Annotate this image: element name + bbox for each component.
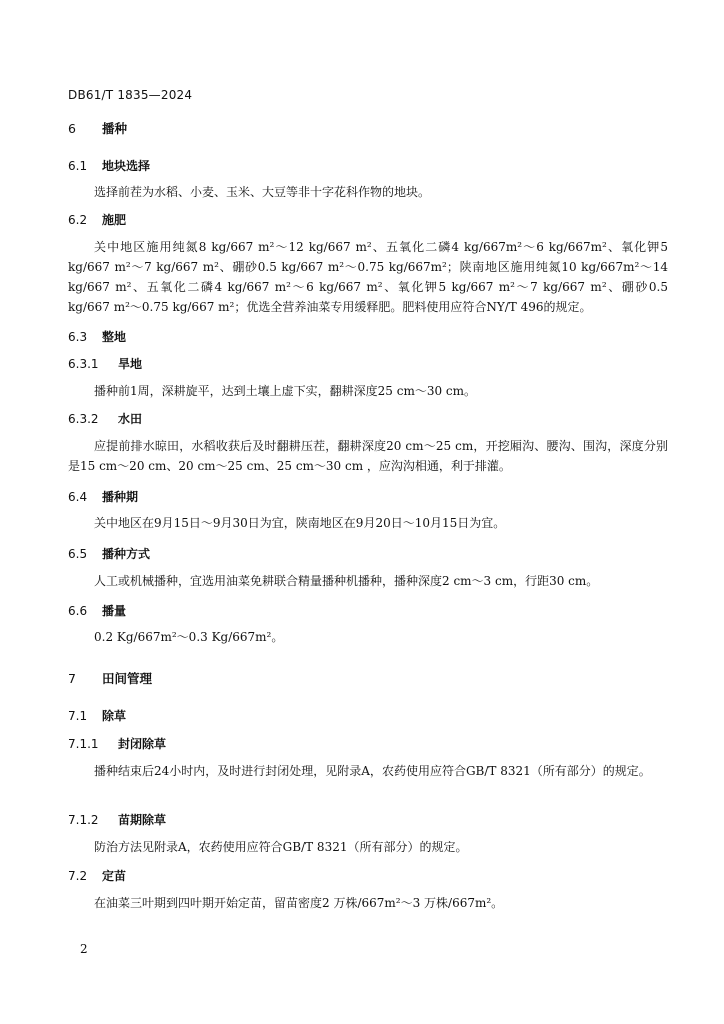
section-number: 7.2	[68, 869, 88, 883]
section-7-1-2-paragraph: 防治方法见附录A，农药使用应符合GB/T 8321（所有部分）的规定。	[94, 840, 468, 854]
standard-code-header: DB61/T 1835—2024	[68, 88, 193, 102]
section-number: 6.4	[68, 490, 88, 504]
section-title: 定苗	[102, 869, 127, 883]
section-6-6-heading	[68, 602, 126, 619]
section-6-4-paragraph: 关中地区在9月15日～9月30日为宜，陕南地区在9月20日～10月15日为宜。	[94, 516, 506, 530]
section-7-heading	[68, 669, 152, 687]
section-number: 7.1.2	[68, 813, 99, 827]
section-6-6-paragraph: 0.2 Kg/667m²～0.3 Kg/667m²。	[94, 630, 284, 644]
section-number: 6.3	[68, 330, 88, 344]
section-7-1-heading	[68, 707, 126, 724]
section-number: 6.2	[68, 213, 88, 227]
section-number: 7	[68, 671, 76, 686]
section-number: 6.3.2	[68, 412, 99, 426]
section-number: 6.1	[68, 159, 88, 173]
section-7-1-1-heading	[68, 735, 166, 752]
section-title: 除草	[102, 709, 127, 723]
section-6-1-heading	[68, 157, 150, 174]
section-6-5-heading	[68, 545, 150, 562]
section-number: 6.3.1	[68, 357, 99, 371]
section-7-1-2-heading	[68, 811, 166, 828]
section-number: 6	[68, 121, 76, 136]
section-6-3-1-paragraph: 播种前1周，深耕旋平，达到土壤上虚下实，翻耕深度25 cm～30 cm。	[94, 384, 477, 398]
section-title: 封闭除草	[118, 737, 167, 751]
section-title: 播种期	[102, 490, 139, 504]
section-title: 施肥	[102, 213, 127, 227]
section-7-2-heading	[68, 867, 126, 884]
section-6-heading	[68, 119, 127, 137]
section-6-3-1-heading	[68, 355, 142, 372]
section-6-3-2-paragraph: 应提前排水晾田，水稻收获后及时翻耕压茬，翻耕深度20 cm～25 cm，开挖厢沟、腰沟、围沟，深度分别是15 cm～20 cm、20 cm～25 cm、25 cm～30 cm ，应沟沟相通，利于排灌。	[68, 439, 668, 473]
section-6-5-paragraph: 人工或机械播种，宜选用油菜免耕联合精量播种机播种，播种深度2 cm～3 cm，行距30 cm。	[94, 574, 599, 588]
section-6-2-paragraph: 关中地区施用纯氮8 kg/667 m²～12 kg/667 m²、五氧化二磷4 kg/667m²～6 kg/667m²、氧化钾5 kg/667 m²～7 kg/667 m²、硼砂0.5 kg/667 m²～0.75 kg/667m²；陕南地区施用纯氮10 kg/667m²～14 kg/667 m²、五氧化二磷4 kg/667 m²～6 kg/667 m²、氧化钾5 kg/667 m²～7 kg/667 m²、硼砂0.5 kg/667 m²～0.75 kg/667 m²；优选全营养油菜专用缓释肥。肥料使用应符合NY/T 496的规定。	[68, 240, 668, 314]
section-title: 播种	[102, 121, 128, 136]
section-title: 播量	[102, 604, 127, 618]
section-number: 7.1.1	[68, 737, 99, 751]
section-7-1-1-paragraph: 播种结束后24小时内，及时进行封闭处理，见附录A，农药使用应符合GB/T 8321（所有部分）的规定。	[94, 764, 651, 778]
section-title: 地块选择	[102, 159, 151, 173]
section-6-3-2-heading	[68, 410, 142, 427]
section-title: 田间管理	[102, 671, 153, 686]
section-number: 6.6	[68, 604, 88, 618]
section-7-2-paragraph: 在油菜三叶期到四叶期开始定苗，留苗密度2 万株/667m²～3 万株/667m²。	[94, 896, 504, 910]
section-title: 旱地	[118, 357, 143, 371]
section-title: 整地	[102, 330, 127, 344]
section-6-1-paragraph: 选择前茬为水稻、小麦、玉米、大豆等非十字花科作物的地块。	[94, 185, 431, 199]
page-number: 2	[80, 942, 88, 956]
section-6-3-heading	[68, 328, 126, 345]
section-number: 7.1	[68, 709, 88, 723]
section-number: 6.5	[68, 547, 88, 561]
section-6-2-heading	[68, 211, 126, 228]
section-6-4-heading	[68, 488, 138, 505]
section-title: 苗期除草	[118, 813, 167, 827]
section-title: 播种方式	[102, 547, 151, 561]
section-title: 水田	[118, 412, 143, 426]
